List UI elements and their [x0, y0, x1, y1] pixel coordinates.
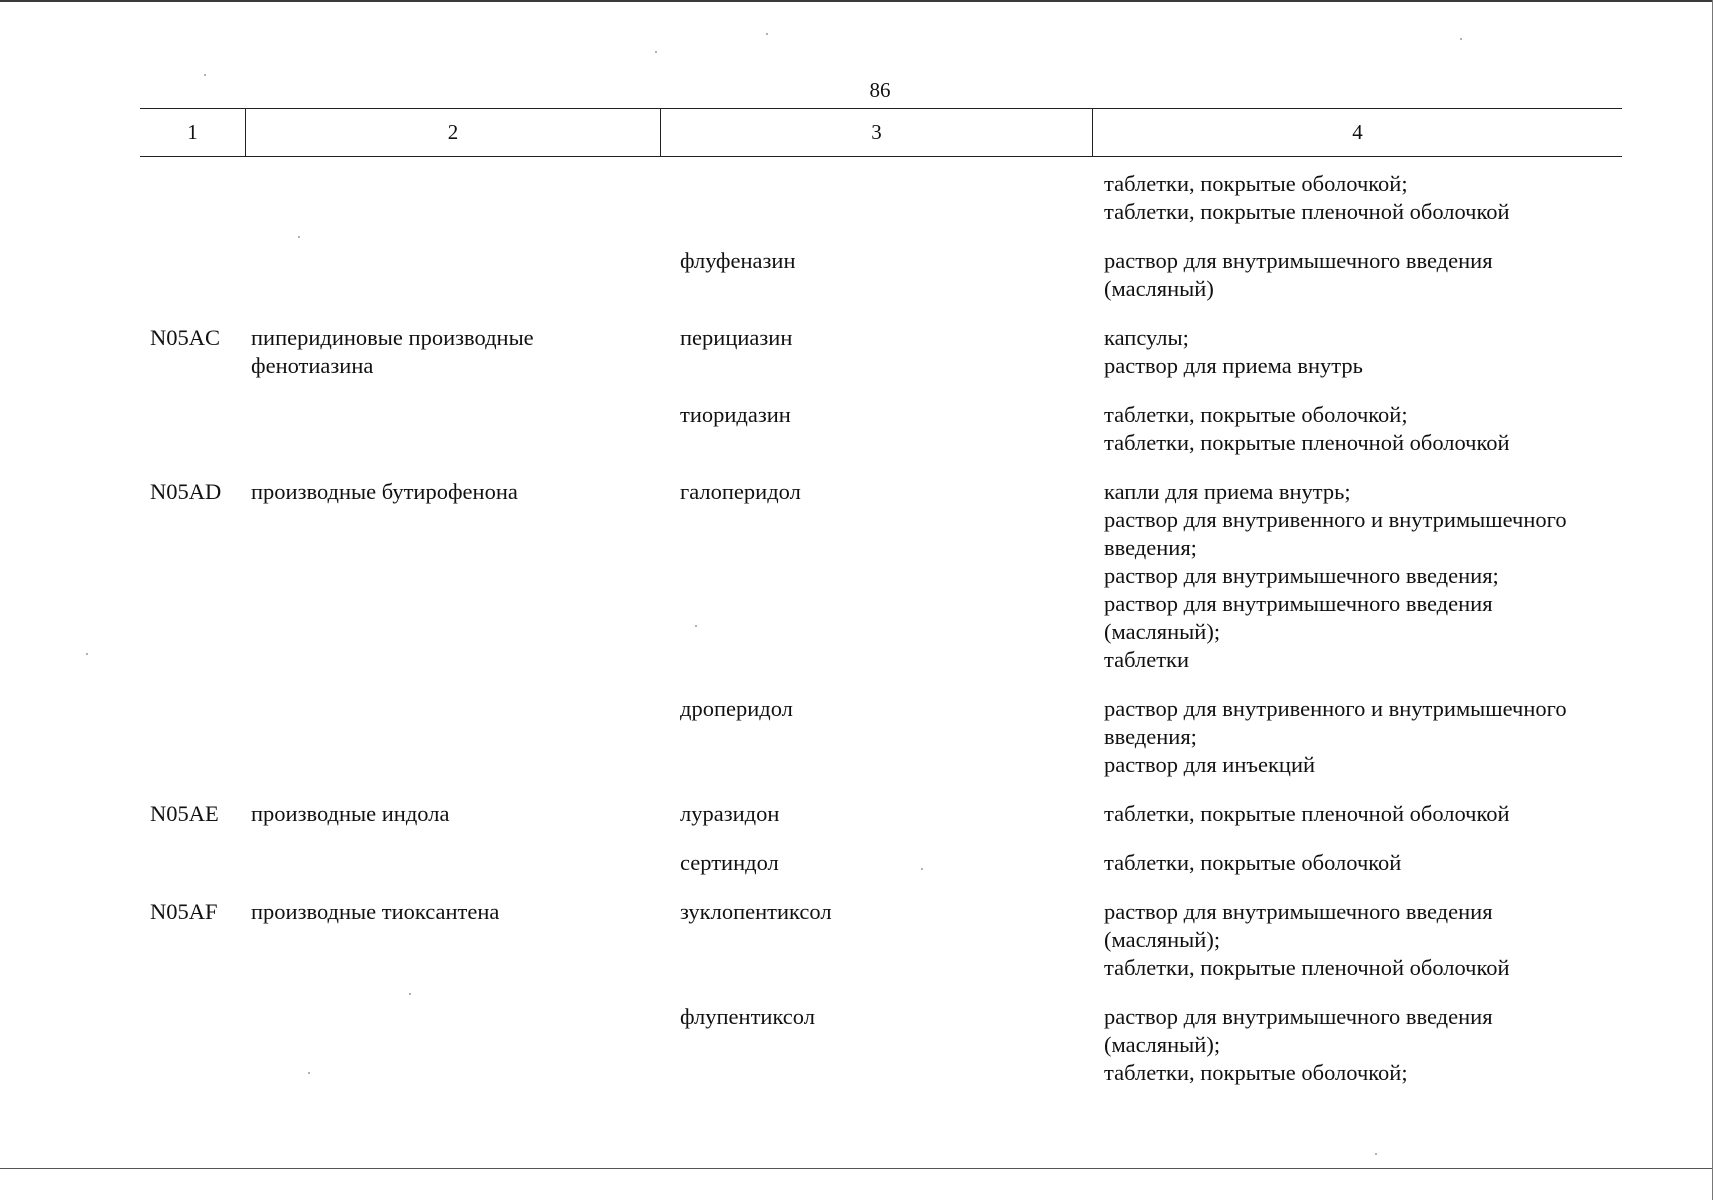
dosage-forms	[1092, 849, 1622, 877]
table-header	[140, 108, 1622, 157]
table-row	[140, 170, 1622, 226]
atc-code: N05AD	[150, 479, 222, 504]
atc-code	[140, 1003, 245, 1087]
dosage-form-line: раствор для приема внутрь	[1104, 353, 1363, 378]
table-row	[140, 478, 1622, 674]
scan-edge-top	[0, 0, 1713, 5]
drug-name: флуфеназин	[680, 248, 796, 273]
dosage-form-line: (масляный);	[1104, 1032, 1221, 1057]
scan-edge-bottom	[0, 1168, 1713, 1169]
drug-name: сертиндол	[680, 850, 779, 875]
pharmacological-group	[245, 849, 660, 877]
pharmacological-group: производные тиоксантена	[251, 899, 500, 924]
dosage-form-line: введения;	[1104, 724, 1197, 749]
dosage-forms	[1092, 170, 1622, 226]
dosage-form-line: капли для приема внутрь;	[1104, 479, 1351, 504]
header-col-4: 4	[1092, 109, 1622, 156]
dosage-form-line: раствор для внутримышечного введения	[1104, 248, 1493, 273]
drug-name: дроперидол	[680, 696, 793, 721]
scan-speck	[204, 74, 206, 76]
header-col-2: 2	[245, 109, 660, 156]
dosage-forms	[1092, 1003, 1622, 1087]
drug-name: флупентиксол	[680, 1004, 815, 1029]
dosage-form-line: таблетки, покрытые пленочной оболочкой	[1104, 955, 1510, 980]
dosage-form-line: раствор для внутривенного и внутримышечного	[1104, 696, 1567, 721]
drug-name: перициазин	[680, 325, 793, 350]
dosage-form-line: (масляный);	[1104, 927, 1221, 952]
table-row	[140, 247, 1622, 303]
dosage-form-line: таблетки, покрытые оболочкой;	[1104, 402, 1408, 427]
pharmacological-group	[245, 401, 660, 457]
scan-speck	[766, 33, 768, 35]
dosage-forms	[1092, 324, 1622, 380]
atc-code	[140, 247, 245, 303]
scan-speck	[86, 653, 88, 655]
dosage-form-line: таблетки	[1104, 647, 1190, 672]
dosage-forms	[1092, 401, 1622, 457]
dosage-form-line: таблетки, покрытые оболочкой	[1104, 850, 1402, 875]
table-row	[140, 695, 1622, 779]
dosage-form-line: раствор для внутримышечного введения;	[1104, 563, 1499, 588]
dosage-form-line: (масляный);	[1104, 619, 1221, 644]
drug-name	[660, 170, 1092, 226]
dosage-forms	[1092, 800, 1622, 828]
atc-code: N05AC	[150, 325, 221, 350]
atc-code: N05AE	[150, 801, 219, 826]
dosage-form-line: раствор для внутримышечного введения	[1104, 591, 1493, 616]
dosage-form-line: таблетки, покрытые пленочной оболочкой	[1104, 801, 1510, 826]
drug-name: тиоридазин	[680, 402, 791, 427]
table-row	[140, 324, 1622, 380]
page-number: 86	[869, 78, 891, 102]
table-row	[140, 849, 1622, 877]
dosage-form-line: раствор для инъекций	[1104, 752, 1316, 777]
pharmacological-group	[245, 170, 660, 226]
dosage-form-line: раствор для внутримышечного введения	[1104, 1004, 1493, 1029]
dosage-forms	[1092, 478, 1622, 674]
table-row	[140, 898, 1622, 982]
dosage-form-line: таблетки, покрытые оболочкой;	[1104, 171, 1408, 196]
pharmacological-group: пиперидиновые производные фенотиазина	[251, 325, 534, 378]
drug-name: галоперидол	[680, 479, 801, 504]
table-row	[140, 401, 1622, 457]
atc-code	[140, 849, 245, 877]
table-body	[140, 170, 1622, 1087]
drug-name: зуклопентиксол	[680, 899, 832, 924]
dosage-form-line: таблетки, покрытые пленочной оболочкой	[1104, 430, 1510, 455]
dosage-form-line: таблетки, покрытые пленочной оболочкой	[1104, 199, 1510, 224]
dosage-form-line: таблетки, покрытые оболочкой;	[1104, 1060, 1408, 1085]
atc-code	[140, 170, 245, 226]
header-col-3: 3	[660, 109, 1092, 156]
dosage-form-line: (масляный)	[1104, 276, 1214, 301]
dosage-form-line: раствор для внутримышечного введения	[1104, 899, 1493, 924]
scan-speck	[1460, 38, 1462, 40]
pharmacological-group: производные индола	[251, 801, 450, 826]
dosage-forms	[1092, 898, 1622, 982]
scan-speck	[1375, 1153, 1377, 1155]
header-col-1: 1	[187, 120, 198, 144]
pharmacological-group	[245, 247, 660, 303]
table-row	[140, 1003, 1622, 1087]
dosage-form-line: введения;	[1104, 535, 1197, 560]
dosage-form-line: капсулы;	[1104, 325, 1189, 350]
dosage-forms	[1092, 695, 1622, 779]
dosage-form-line: раствор для внутривенного и внутримышечного	[1104, 507, 1567, 532]
atc-code	[140, 695, 245, 779]
atc-code	[140, 401, 245, 457]
pharmacological-group: производные бутирофенона	[251, 479, 518, 504]
scan-speck	[655, 51, 657, 53]
pharmacological-group	[245, 695, 660, 779]
drug-name: луразидон	[680, 801, 780, 826]
table-row	[140, 800, 1622, 828]
pharmacological-group	[245, 1003, 660, 1087]
dosage-forms	[1092, 247, 1622, 303]
atc-code: N05AF	[150, 899, 218, 924]
